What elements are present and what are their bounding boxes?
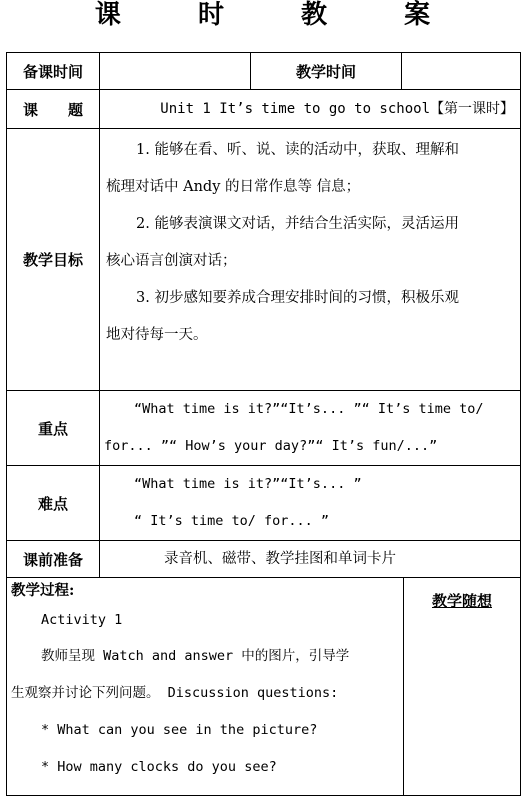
objectives-label: 教学目标 [6, 128, 100, 391]
key-points-content [99, 390, 521, 466]
process-label: 教学过程: [11, 582, 75, 599]
teach-time-value[interactable] [401, 52, 521, 90]
preparation-value: 录音机、磁带、教学挂图和单词卡片 [99, 540, 521, 578]
difficulty-line: “ It’s time to/ for... ” [134, 513, 330, 529]
process-line: 生观察并讨论下列问题。 Discussion questions: [11, 685, 339, 701]
objective-line: 3. 初步感知要养成合理安排时间的习惯，积极乐观 [136, 290, 459, 306]
process-line: 教师呈现 Watch and answer 中的图片，引导学 [41, 648, 350, 664]
notes-label: 教学随想 [431, 592, 492, 610]
process-line: Activity 1 [41, 612, 123, 628]
key-point-line: for... ”“ How’s your day?”“ It’s fun/...” [104, 438, 438, 454]
key-points-label: 重点 [6, 390, 100, 466]
preparation-label: 课前准备 [6, 540, 100, 578]
objective-line: 梳理对话中 Andy 的日常作息等 信息； [106, 179, 361, 195]
process-content [6, 577, 404, 796]
page-title: 课 时 教 案 [94, 0, 465, 30]
difficulties-content [99, 465, 521, 541]
objective-line: 2. 能够表演课文对话，并结合生活实际，灵活运用 [136, 216, 459, 232]
objective-line: 核心语言创演对话； [106, 253, 237, 269]
objectives-content [99, 128, 521, 391]
lesson-plan-table [6, 52, 521, 796]
objective-line: 1. 能够在看、听、说、读的活动中，获取、理解和 [136, 142, 459, 158]
difficulty-line: “What time is it?”“It’s... ” [134, 476, 362, 492]
difficulties-label: 难点 [6, 465, 100, 541]
process-line: * How many clocks do you see? [41, 759, 277, 775]
topic-value: Unit 1 It’s time to go to school【第一课时】 [99, 89, 521, 129]
notes-column [403, 577, 521, 796]
process-line: * What can you see in the picture? [41, 722, 318, 738]
teach-time-label: 教学时间 [250, 52, 402, 90]
prep-time-value[interactable] [99, 52, 251, 90]
prep-time-label: 备课时间 [6, 52, 100, 90]
topic-label: 课 题 [6, 89, 100, 129]
key-point-line: “What time is it?”“It’s... ”“ It’s time to/ [134, 401, 484, 417]
objective-line: 地对待每一天。 [106, 327, 208, 343]
